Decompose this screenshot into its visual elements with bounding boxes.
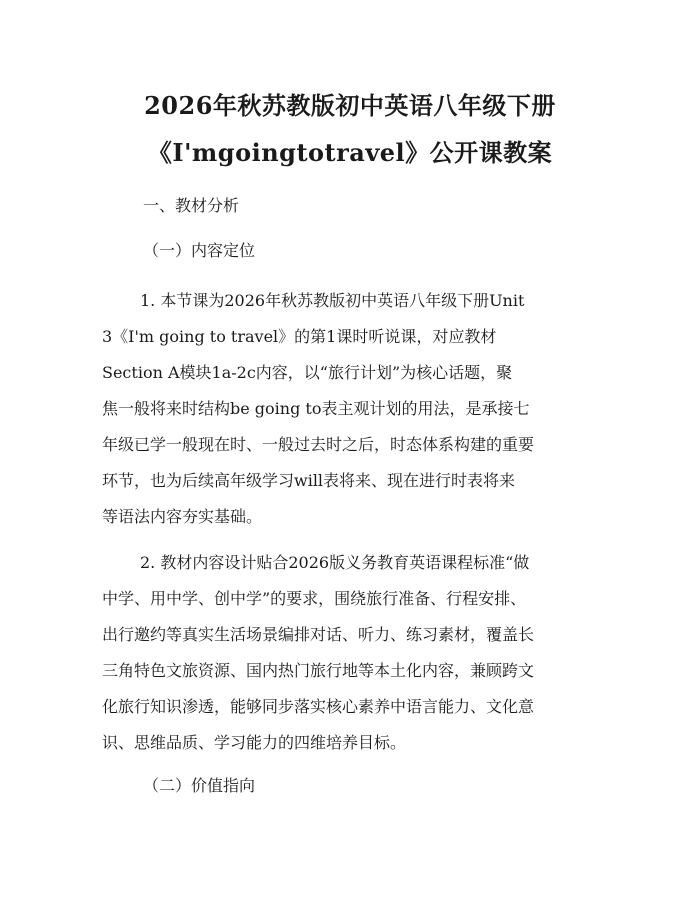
paragraph-2-line: 2. 教材内容设计贴合2026版义务教育英语课程标准“做 xyxy=(140,553,530,572)
paragraph-1-line: 年级已学一般现在时、一般过去时之后，时态体系构建的重要 xyxy=(102,435,535,454)
subsection-heading-value-orientation: （二）价值指向 xyxy=(143,776,256,795)
paragraph-2-line: 中学、用中学、创中学”的要求，围绕旅行准备、行程安排、 xyxy=(102,589,527,608)
paragraph-1-line: 3《I'm going to travel》的第1课时听说课，对应教材 xyxy=(102,327,497,346)
paragraph-1-line: 环节，也为后续高年级学习will表将来、现在进行时表将来 xyxy=(102,471,516,490)
paragraph-1-line: 1. 本节课为2026年秋苏教版初中英语八年级下册Unit xyxy=(140,291,525,310)
document-title-line-1: 2026年秋苏教版初中英语八年级下册 xyxy=(144,91,556,120)
paragraph-1-line: 焦一般将来时结构be going to表主观计划的用法，是承接七 xyxy=(102,399,530,418)
paragraph-2-line: 化旅行知识渗透，能够同步落实核心素养中语言能力、文化意 xyxy=(102,697,535,716)
paragraph-2-line: 三角特色文旅资源、国内热门旅行地等本土化内容，兼顾跨文 xyxy=(102,661,535,680)
subsection-heading-content-positioning: （一）内容定位 xyxy=(143,241,256,260)
paragraph-1-line: Section A模块1a-2c内容，以“旅行计划”为核心话题，聚 xyxy=(102,363,513,382)
paragraph-2-line: 识、思维品质、学习能力的四维培养目标。 xyxy=(102,733,407,752)
section-heading-materials-analysis: 一、教材分析 xyxy=(143,196,240,215)
paragraph-2-line: 出行邀约等真实生活场景编排对话、听力、练习素材，覆盖长 xyxy=(102,625,535,644)
paragraph-1-line: 等语法内容夯实基础。 xyxy=(102,507,263,526)
document-title-line-2: 《I'mgoingtotravel》公开课教案 xyxy=(147,138,553,167)
